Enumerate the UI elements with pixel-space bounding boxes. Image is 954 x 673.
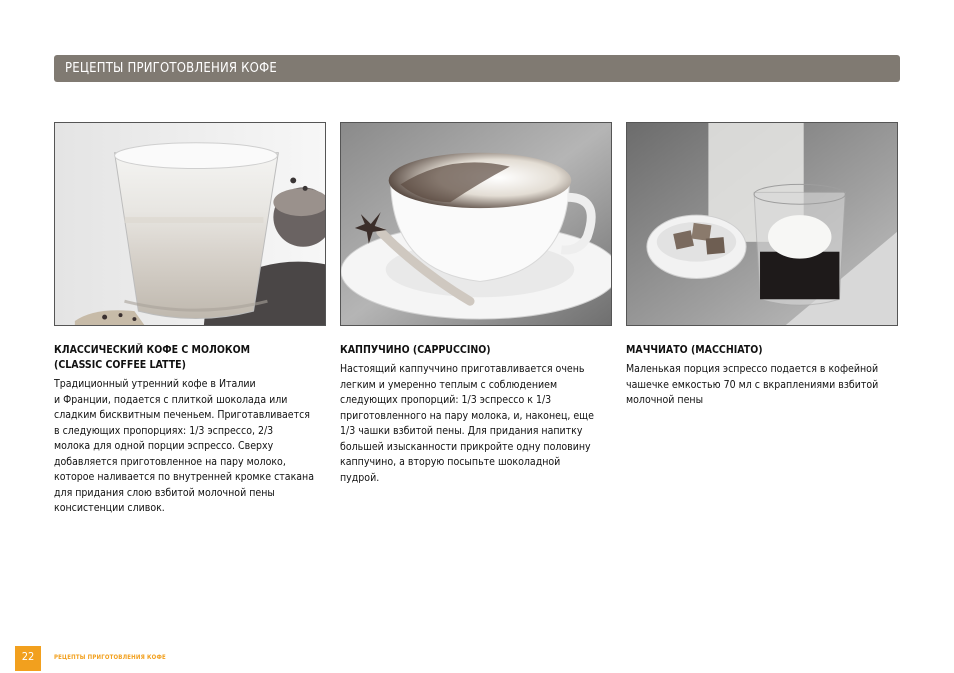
cappuccino-photo [340, 122, 612, 326]
section-header-bar [54, 55, 900, 82]
footer-section-label: РЕЦЕПТЫ ПРИГОТОВЛЕНИЯ КОФЕ [54, 654, 166, 661]
recipe-latte [54, 343, 329, 517]
recipe-title: МАЧЧИАТО (MACCHIATO) [626, 344, 763, 356]
section-title: РЕЦЕПТЫ ПРИГОТОВЛЕНИЯ КОФЕ [65, 61, 277, 76]
recipe-macchiato [626, 343, 901, 409]
recipe-body: Настоящий каппуччино приготавливается очень легким и умеренно теплым с соблюдением следующих пропорций: 1/3 эспрессо к 1/3 приготовленного на пару молока, и, наконец, еще 1/3 чашки взбитой пены. Для придания напитку большей изысканности прикройте одну половину каппучино, а вторую посыпьте шоколадной пудрой. [340, 363, 594, 484]
macchiato-photo [626, 122, 898, 326]
recipe-cappuccino [340, 343, 615, 486]
page-number-tab [15, 646, 41, 671]
recipe-title: КЛАССИЧЕСКИЙ КОФЕ С МОЛОКОМ (CLASSIC COFFEE LATTE) [54, 344, 251, 371]
recipe-body: Традиционный утренний кофе в Италии и Франции, подается с плиткой шоколада или сладким бисквитным печеньем. Приготавливается в следующих пропорциях: 1/3 эспрессо, 2/3 молока для одной порции эспрессо. Сверху добавляется приготовленное на пару молоко, которое наливается по внутренней кромке стакана для придания слою взбитой молочной пены консистенции сливок. [54, 378, 315, 514]
page-number: 22 [21, 650, 35, 663]
latte-photo [54, 122, 326, 326]
recipe-title: КАППУЧИНО (CAPPUCCINO) [340, 344, 491, 356]
recipe-body: Маленькая порция эспрессо подается в кофейной чашечке емкостью 70 мл с вкраплениями взбитой молочной пены [626, 363, 879, 406]
